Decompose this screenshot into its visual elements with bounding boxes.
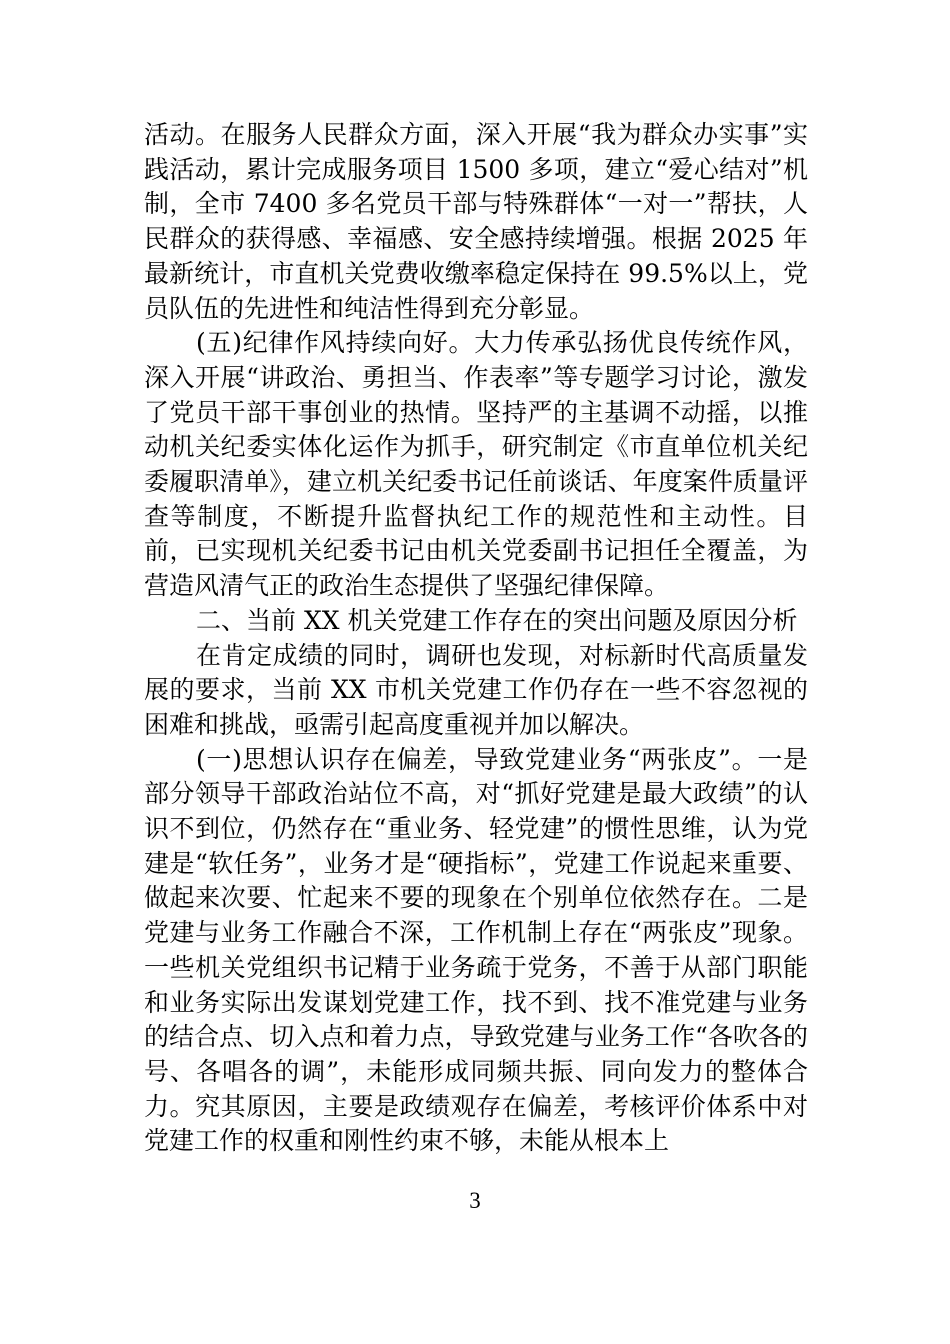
page-number: 3 xyxy=(469,1188,481,1213)
paragraph-ideological-bias: (一)思想认识存在偏差，导致党建业务“两张皮”。一是部分领导干部政治站位不高，对“抓好党建是最大政绩”的认识不到位，仍然存在“重业务、轻党建”的惯性思维，认为党建是“软任务”，业务才是“硬指标”，党建工作说起来重要、做起来次要、忙起来不要的现象在个别单位依然存在。二是党建与业务工作融合不深，工作机制上存在“两张皮”现象。一些机关党组织书记精于业务疏于党务，不善于从部门职能和业务实际出发谋划党建工作，找不到、找不准党建与业务的结合点、切入点和着力点，导致党建与业务工作“各吹各的号、各唱各的调”，未能形成同频共振、同向发力的整体合力。究其原因，主要是政绩观存在偏差，考核评价体系中对党建工作的权重和刚性约束不够，未能从根本上 xyxy=(144,744,808,1156)
paragraph-problems-intro: 在肯定成绩的同时，调研也发现，对标新时代高质量发展的要求，当前 XX 市机关党建工作仍存在一些不容忽视的困难和挑战，亟需引起高度重视并加以解决。 xyxy=(144,640,808,739)
section-heading-problems: 二、当前 XX 机关党建工作存在的突出问题及原因分析 xyxy=(196,605,798,635)
document-body xyxy=(144,118,808,1159)
paragraph-service-activities: 活动。在服务人民群众方面，深入开展“我为群众办实事”实践活动，累计完成服务项目 1500 多项，建立“爱心结对”机制，全市 7400 多名党员干部与特殊群体“一对一”帮扶，人民群众的获得感、幸福感、安全感持续增强。根据 2025 年最新统计，市直机关党费收缴率稳定保持在 99.5%以上，党员队伍的先进性和纯洁性得到充分彰显。 xyxy=(144,120,808,323)
paragraph-discipline-style: (五)纪律作风持续向好。大力传承弘扬优良传统作风，深入开展“讲政治、勇担当、作表率”等专题学习讨论，激发了党员干部干事创业的热情。坚持严的主基调不动摇，以推动机关纪委实体化运作为抓手，研究制定《市直单位机关纪委履职清单》，建立机关纪委书记任前谈话、年度案件质量评查等制度，不断提升监督执纪工作的规范性和主动性。目前，已实现机关纪委书记由机关党委副书记担任全覆盖，为营造风清气正的政治生态提供了坚强纪律保障。 xyxy=(144,328,808,601)
